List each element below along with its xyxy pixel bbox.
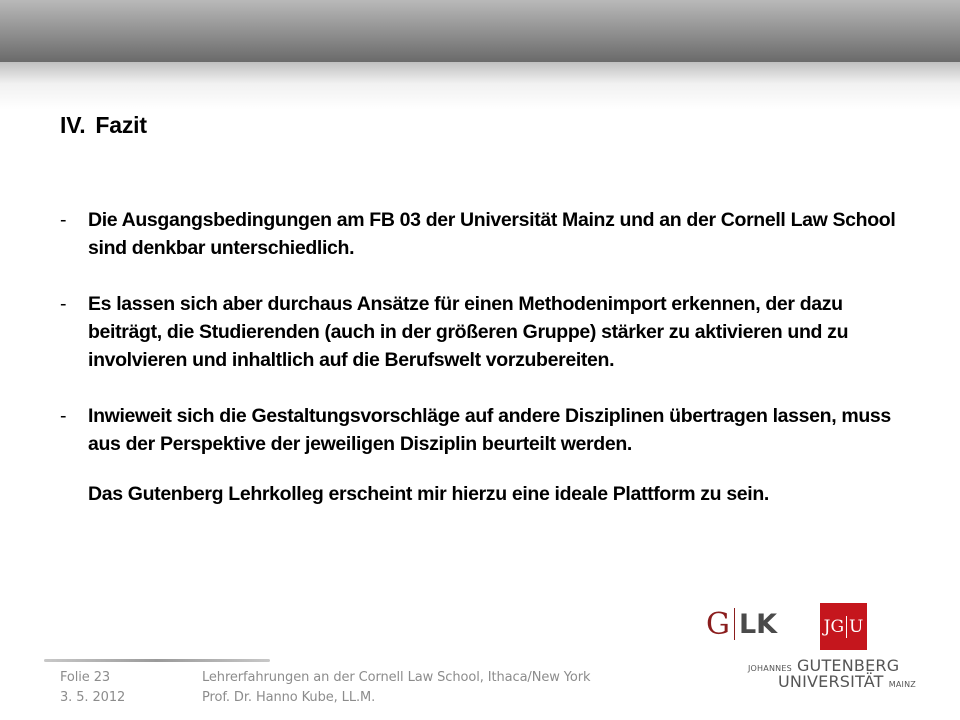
bullet-item: [60, 402, 920, 458]
bullet-dash: -: [60, 405, 67, 427]
jgu-logo-u: U: [849, 616, 864, 637]
slide-date: 3. 5. 2012: [60, 690, 126, 705]
bullet-item: [60, 290, 920, 374]
bullet-dash: -: [60, 209, 67, 231]
footer-slide-info: [60, 668, 125, 708]
jgu-logo: [820, 603, 867, 650]
jgu-logo-jg: JG: [823, 616, 845, 637]
bullet-text: Die Ausgangsbedingungen am FB 03 der Universität Mainz und an der Cornell Law School sind denkbar unterschiedlich.: [88, 209, 896, 259]
glk-logo-lk: LK: [738, 608, 778, 640]
section-number: IV.: [60, 112, 86, 138]
wordmark-universitaet: UNIVERSITÄT: [778, 672, 884, 691]
header-bar: [0, 0, 960, 62]
glk-logo-separator: [734, 608, 735, 640]
footer-talk-info: [202, 668, 590, 708]
header-shadow: [0, 62, 960, 110]
wordmark-johannes: JOHANNES: [748, 664, 792, 673]
bullet-dash: -: [60, 293, 67, 315]
bullet-text: Inwieweit sich die Gestaltungsvorschläge auf andere Disziplinen übertragen lassen, muss aus der Perspektive der jeweiligen Disziplin beurteilt werden.: [88, 405, 891, 455]
slide-body: [60, 206, 920, 508]
glk-logo-g: G: [706, 606, 730, 642]
jgu-logo-separator: [846, 616, 847, 638]
glk-logo: [706, 604, 777, 644]
talk-title: Lehrerfahrungen an der Cornell Law School, Ithaca/New York: [202, 670, 591, 685]
section-title: Fazit: [95, 112, 147, 138]
slide-title: [60, 112, 147, 139]
closing-statement: Das Gutenberg Lehrkolleg erscheint mir hierzu eine ideale Plattform zu sein.: [88, 483, 769, 505]
talk-author: Prof. Dr. Hanno Kube, LL.M.: [202, 690, 376, 705]
bullet-item: [60, 206, 920, 262]
bullet-text: Es lassen sich aber durchaus Ansätze für einen Methodenimport erkennen, der dazu beiträgt, die Studierenden (auch in der größeren Gruppe) stärker zu aktivieren und zu involvieren und inhaltlich auf die Berufswelt vorzubereiten.: [88, 293, 849, 371]
footer-divider: [44, 659, 270, 662]
slide-number: Folie 23: [60, 670, 111, 685]
wordmark-gutenberg: GUTENBERG: [796, 656, 900, 675]
wordmark-mainz: MAINZ: [888, 680, 916, 689]
